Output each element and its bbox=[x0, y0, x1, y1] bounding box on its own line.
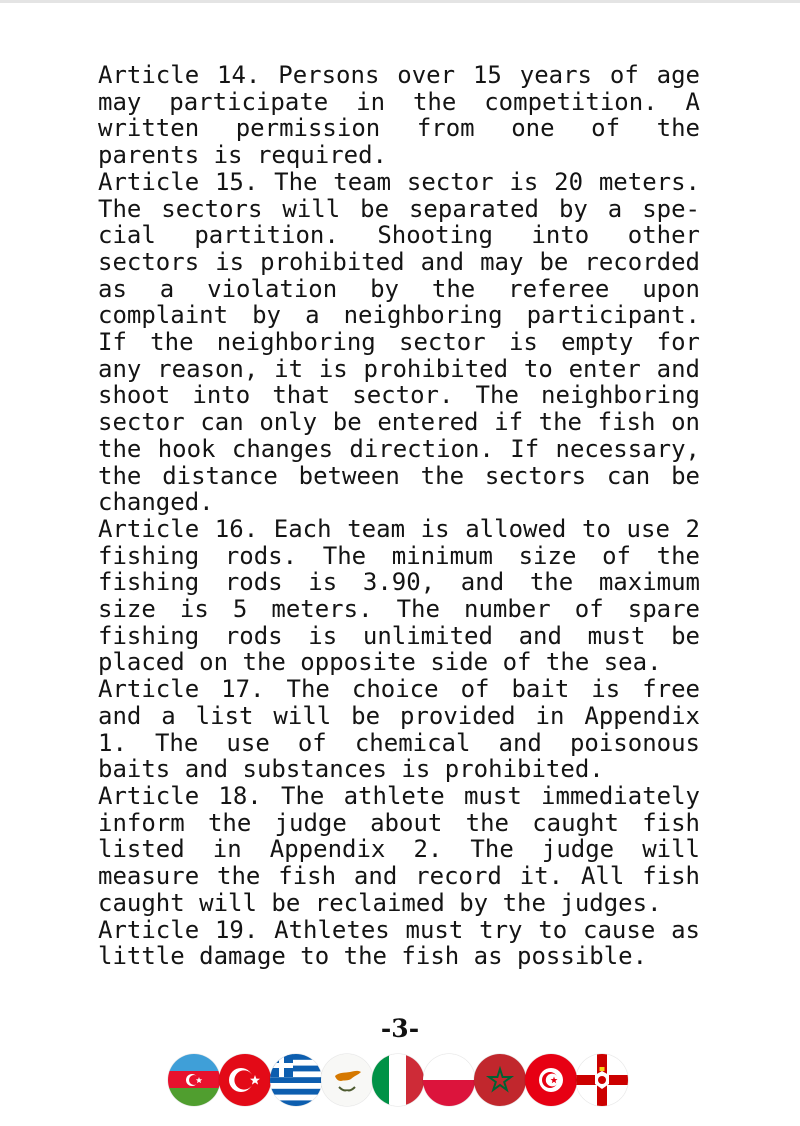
northern-ireland-flag-icon bbox=[576, 1054, 628, 1106]
turkey-flag-icon bbox=[219, 1054, 271, 1106]
page-top-border bbox=[0, 0, 800, 3]
tunisia-flag-icon bbox=[525, 1054, 577, 1106]
poland-flag-icon bbox=[423, 1054, 475, 1106]
article-19: Article 19. Athletes must try to cause as little damage to the fish as possible. bbox=[98, 915, 700, 971]
cyprus-flag-icon bbox=[321, 1054, 373, 1106]
flag-row bbox=[168, 1054, 628, 1106]
page-number: -3- bbox=[380, 1014, 420, 1043]
article-14: Article 14. Persons over 15 years of age may participate in the competition. A written permission from one of the parents is required. bbox=[98, 61, 700, 170]
azerbaijan-flag-icon bbox=[168, 1054, 220, 1106]
article-18: Article 18. The athlete must immediately inform the judge about the caught fish listed in Appendix 2. The judge will measure the fish and record it. All fish caught will be reclaimed by the judges. bbox=[98, 781, 700, 917]
italy-flag-icon bbox=[372, 1054, 424, 1106]
document-body bbox=[98, 62, 700, 970]
article-17: Article 17. The choice of bait is free and a list will be provided in Appendix 1. The use of chemical and poisonous baits and substances is prohibited. bbox=[98, 675, 700, 784]
article-15: Article 15. The team sector is 20 meters. The sectors will be separated by a special partition. Shooting into other sectors is prohibited and may be recorded as a violation by the referee upon complaint by a neighboring participant. If the neighboring sector is empty for any reason, it is prohibited to enter and shoot into that sector. The neighboring sector can only be entered if the fish on the hook changes direction. If necessary, the distance between the sectors can be changed. bbox=[98, 167, 700, 517]
greece-flag-icon bbox=[270, 1054, 322, 1106]
article-16: Article 16. Each team is allowed to use 2 fishing rods. The minimum size of the fishing rods is 3.90, and the maximum size is 5 meters. The number of spare fishing rods is unlimited and must be placed on the opposite side of the sea. bbox=[98, 514, 700, 677]
morocco-flag-icon bbox=[474, 1054, 526, 1106]
